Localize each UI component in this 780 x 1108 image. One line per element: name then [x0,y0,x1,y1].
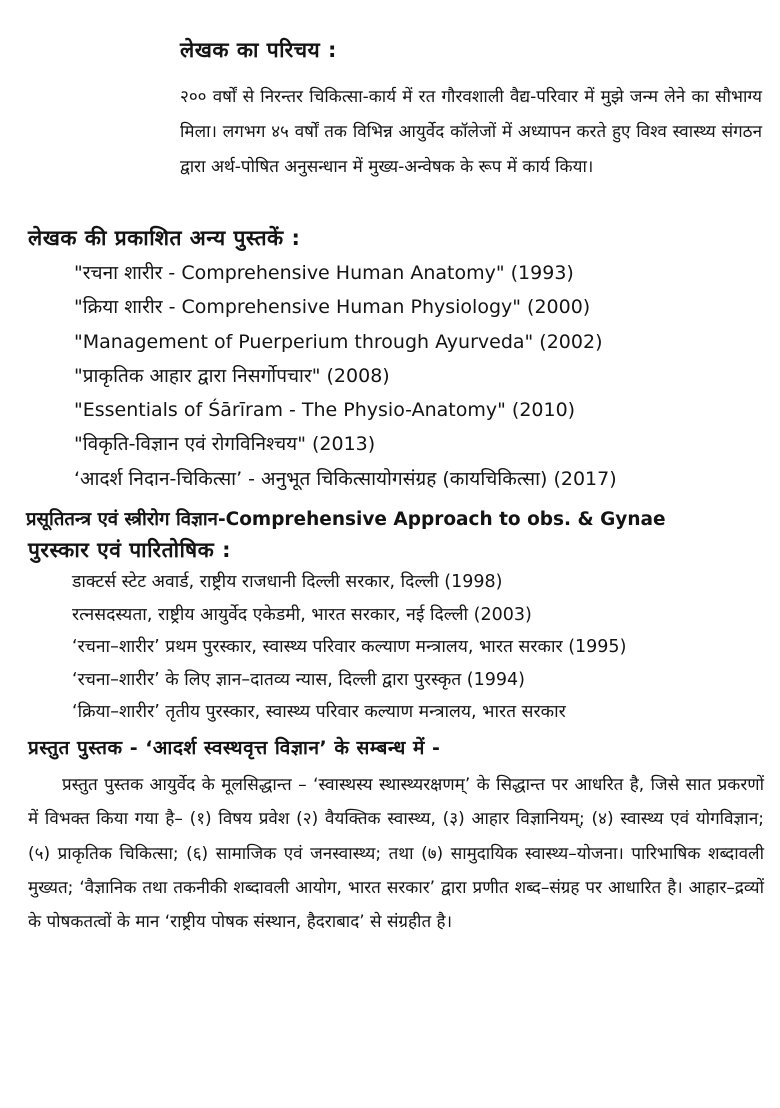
other-books-heading: लेखक की प्रकाशित अन्य पुस्तकें : [28,226,301,250]
books-list [74,256,617,496]
list-item: डाक्टर्स स्टेट अवार्ड, राष्ट्रीय राजधानी दिल्ली सरकार, दिल्ली (1998) [72,572,503,592]
list-item: "रचना शारीर - Comprehensive Human Anatomy" (1993) [74,262,574,284]
author-intro-paragraph: २०० वर्षों से निरन्तर चिकित्सा-कार्य में रत गौरवशाली वैद्य-परिवार में मुझे जन्म लेने का सौभाग्य मिला। लगभग ४५ वर्षों तक विभिन्न आयुर्वेद कॉलेजों में अध्यापन करते हुए विश्व स्वास्थ्य संगठन द्वारा अर्थ-पोषित अनुसन्धान में मुख्य-अन्वेषक के रूप में कार्य किया। [180,87,762,177]
list-item: रत्नसदस्यता, राष्ट्रीय आयुर्वेद एकेडमी, भारत सरकार, नई दिल्ली (2003) [72,604,532,625]
list-item: ‘रचना–शारीर’ प्रथम पुरस्कार, स्वास्थ्य परिवार कल्याण मन्त्रालय, भारत सरकार (1995) [72,637,627,657]
list-item: ‘आदर्श निदान-चिकित्सा’ - अनुभूत चिकित्सायोगसंग्रह (कायचिकित्सा) (2017) [74,467,617,490]
author-intro-heading: लेखक का परिचय : [180,38,337,62]
list-item: "प्राकृतिक आहार द्वारा निसर्गोपचार" (2008) [74,364,390,387]
awards-heading: पुरस्कार एवं पारितोषिक : [28,538,231,562]
list-item: ‘क्रिया–शारीर’ तृतीय पुरस्कार, स्वास्थ्य परिवार कल्याण मन्त्रालय, भारत सरकार [72,702,566,722]
awards-list [72,566,626,729]
list-item: "क्रिया शारीर - Comprehensive Human Physiology" (2000) [74,296,591,319]
present-book-paragraph: प्रस्तुत पुस्तक आयुर्वेद के मूलसिद्धान्त – ‘स्वास्थस्य स्थास्थ्यरक्षणम्’ के सिद्धान्त पर आधरित है, जिसे सात प्रकरणों में विभक्त किया गया है– (१) विषय प्रवेश (२) वैयक्तिक स्वास्थ्य, (३) आहार विज्ञानियम्; (४) स्वास्थ्य एवं योगविज्ञान; (५) प्राकृतिक चिकित्सा; (६) सामाजिक एवं जनस्वास्थ्य; तथा (७) सामुदायिक स्वास्थ्य–योजना। पारिभाषिक शब्दावली मुख्यत; ‘वैज्ञानिक तथा तकनीकी शब्दावली आयोग, भारत सरकार’ द्वारा प्रणीत शब्द–संग्रह पर आधारित है। आहार–द्रव्यों के पोषकतत्वों के मान ‘राष्ट्रीय पोषक संस्थान, हैदराबाद’ से संग्रहीत है। [28,775,764,933]
list-item: ‘रचना–शारीर’ के लिए ज्ञान–दातव्य न्यास, दिल्ली द्वारा पुरस्कृत (1994) [72,669,525,690]
list-item: "Management of Puerperium through Ayurveda" (2002) [74,330,603,353]
list-item: "Essentials of Śārīram - The Physio-Anatomy" (2010) [74,399,576,422]
list-item: "विकृति-विज्ञान एवं रोगविनिश्चय" (2013) [74,433,376,456]
bold-book-title: प्रसूतितन्त्र एवं स्त्रीरोग विज्ञान-Comprehensive Approach to obs. & Gynae [26,509,666,530]
present-book-heading: प्रस्तुत पुस्तक - ‘आदर्श स्वस्थवृत्त विज्ञान’ के सम्बन्ध में - [28,737,441,759]
